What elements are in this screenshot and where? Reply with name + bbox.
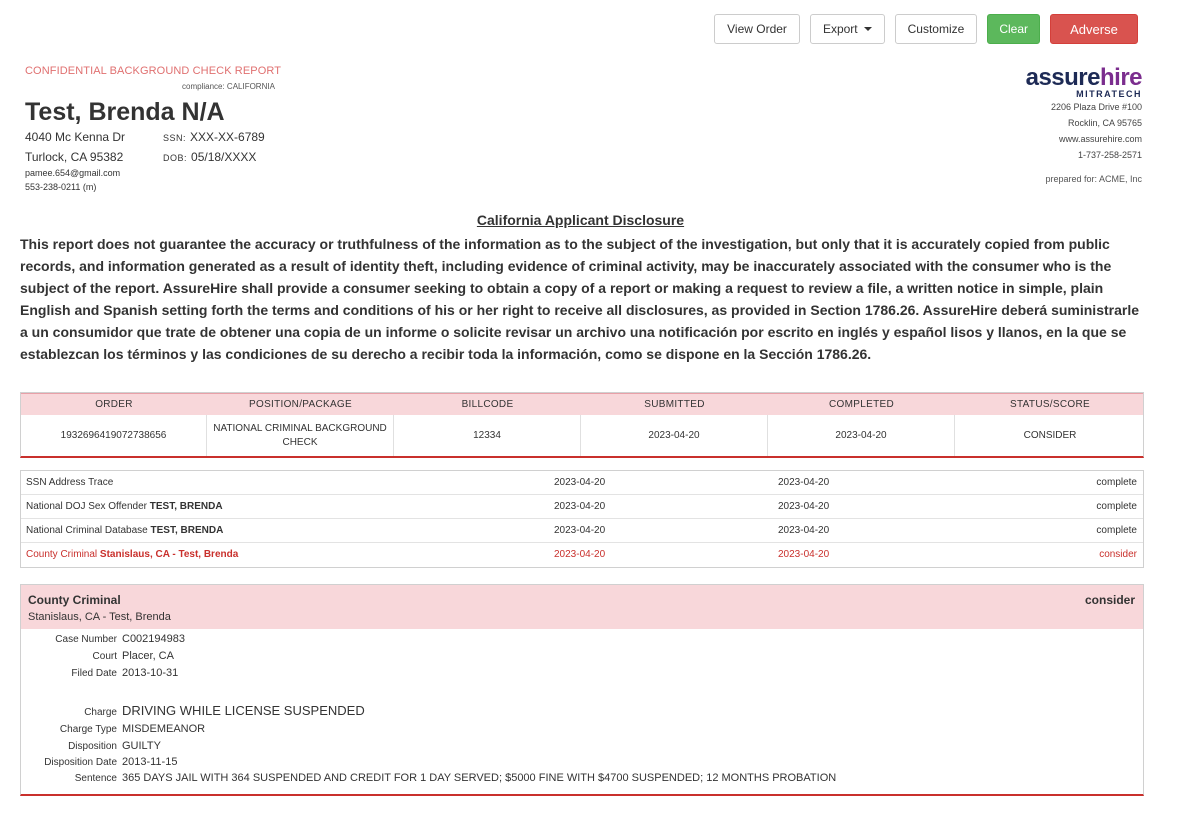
court-label: Court <box>92 651 117 662</box>
logo-part2: hire <box>1099 64 1142 91</box>
search-completed: 2023-04-20 <box>778 525 830 536</box>
address-line2: Turlock, CA 95382 <box>25 150 124 164</box>
caret-down-icon <box>864 27 872 31</box>
list-item[interactable] <box>21 471 1143 495</box>
dob-label: DOB: <box>163 153 188 163</box>
report-title: CONFIDENTIAL BACKGROUND CHECK REPORT <box>25 65 282 77</box>
charge-type-value: MISDEMEANOR <box>122 723 206 735</box>
compliance-label: compliance: CALIFORNIA <box>182 82 275 91</box>
brand-phone: 1-737-258-2571 <box>1077 150 1142 160</box>
detail-status: consider <box>1084 593 1135 607</box>
order-status: CONSIDER <box>1023 429 1077 441</box>
county-criminal-detail <box>20 584 1144 796</box>
ssn-field <box>163 130 265 144</box>
search-type: National DOJ Sex Offender <box>26 501 147 512</box>
toolbar <box>714 14 1138 44</box>
email: pamee.654@gmail.com <box>25 168 121 178</box>
brand-block <box>1026 66 1142 163</box>
sentence-field <box>21 772 836 784</box>
brand-address2: Rocklin, CA 95765 <box>1067 118 1142 128</box>
dob-value: 05/18/XXXX <box>191 150 257 164</box>
col-status: STATUS/SCORE <box>1010 399 1090 410</box>
order-package: NATIONAL CRIMINAL BACKGROUND CHECK <box>207 415 394 456</box>
search-submitted: 2023-04-20 <box>554 501 606 512</box>
prepared-for: prepared for: ACME, Inc <box>1045 174 1142 184</box>
detail-subtitle: Stanislaus, CA - Test, Brenda <box>28 611 171 623</box>
search-completed: 2023-04-20 <box>778 477 830 488</box>
disposition-field <box>21 740 161 752</box>
search-type: National Criminal Database <box>26 525 148 536</box>
export-label: Export <box>822 22 858 36</box>
search-subject: TEST, BRENDA <box>149 501 223 512</box>
filed-date-field <box>21 667 178 679</box>
search-status: complete <box>1096 525 1137 536</box>
col-order: ORDER <box>95 399 133 410</box>
order-table-header <box>21 393 1143 415</box>
view-order-button[interactable]: View Order <box>714 14 800 44</box>
ssn-label: SSN: <box>163 133 187 143</box>
order-completed: 2023-04-20 <box>768 415 955 456</box>
search-type: SSN Address Trace <box>26 477 114 488</box>
disposition-date-label: Disposition Date <box>44 757 117 768</box>
col-billcode: BILLCODE <box>461 399 514 410</box>
filed-date-label: Filed Date <box>71 668 117 679</box>
charge-type-field <box>21 723 205 735</box>
dob-field <box>163 150 256 164</box>
sentence-value: 365 DAYS JAIL WITH 364 SUSPENDED AND CREDIT FOR 1 DAY SERVED; $5000 FINE WITH $4700 SUSPENDED; 12 MONTHS PROBATION <box>122 772 837 784</box>
search-name <box>26 525 223 536</box>
detail-header <box>21 585 1143 629</box>
detail-title: County Criminal <box>28 593 121 607</box>
order-number: 1932696419072738656 <box>21 415 207 456</box>
list-item[interactable] <box>21 519 1143 543</box>
court-field <box>21 650 174 662</box>
search-type: County Criminal <box>26 549 98 560</box>
search-status: complete <box>1096 477 1137 488</box>
brand-address1: 2206 Plaza Drive #100 <box>1050 102 1142 112</box>
filed-date-value: 2013-10-31 <box>122 667 179 679</box>
col-position: POSITION/PACKAGE <box>249 399 352 410</box>
table-row <box>21 415 1143 456</box>
charge-value: DRIVING WHILE LICENSE SUSPENDED <box>122 703 365 718</box>
search-submitted: 2023-04-20 <box>554 477 606 488</box>
address-line1: 4040 Mc Kenna Dr <box>25 130 126 144</box>
clear-button[interactable]: Clear <box>987 14 1040 44</box>
order-billcode: 12334 <box>394 415 581 456</box>
ssn-value: XXX-XX-6789 <box>190 130 265 144</box>
court-value: Placer, CA <box>122 650 174 662</box>
charge-label: Charge <box>84 707 117 718</box>
list-item[interactable] <box>21 543 1143 567</box>
search-subject: Stanislaus, CA - Test, Brenda <box>99 549 239 560</box>
search-name <box>26 549 238 560</box>
disposition-date-value: 2013-11-15 <box>122 756 178 768</box>
export-button[interactable] <box>810 14 885 44</box>
search-submitted: 2023-04-20 <box>554 549 606 560</box>
search-list <box>20 470 1144 568</box>
phone: 553-238-0211 (m) <box>25 182 97 192</box>
disclosure-body: This report does not guarantee the accuracy or truthfulness of the information as to the subject of the investigation, but only that it is accurately copied from public records, and information generated as a result of identity theft, including evidence of criminal activity, may be inaccurately associated with the consumer who is the subject of the report. AssureHire shall provide a consumer seeking to obtain a copy of a report or making a request to review a file, a written notice in simple, plain English and Spanish setting forth the terms and conditions of his or her right to receive all disclosures, as provided in Section 1786.26. AssureHire deberá suministrarle a un consumidor que trate de obtener una copia de un informe o solicite revisar un archivo una notificación por escrito en inglés y español lisos y llanos, en la que se establezcan los términos y las condiciones de su derecho a recibir toda la información, como se dispone en la Sección 1786.26. <box>20 236 1139 362</box>
assurehire-logo <box>1026 66 1142 90</box>
mitratech-label: MITRATECH <box>1076 89 1142 99</box>
subject-name: Test, Brenda N/A <box>25 98 225 126</box>
adverse-button[interactable]: Adverse <box>1050 14 1138 44</box>
case-number-label: Case Number <box>55 634 117 645</box>
search-completed: 2023-04-20 <box>778 549 830 560</box>
search-status: consider <box>1099 549 1137 560</box>
search-name <box>26 501 223 512</box>
search-name <box>26 477 113 488</box>
logo-part1: assure <box>1025 64 1100 91</box>
case-number-field <box>21 633 185 645</box>
charge-type-label: Charge Type <box>59 724 117 735</box>
customize-button[interactable]: Customize <box>895 14 978 44</box>
disposition-value: GUILTY <box>122 740 161 752</box>
col-submitted: SUBMITTED <box>644 399 705 410</box>
col-completed: COMPLETED <box>829 399 894 410</box>
search-completed: 2023-04-20 <box>778 501 830 512</box>
order-submitted: 2023-04-20 <box>581 415 768 456</box>
charge-field <box>21 703 365 718</box>
order-table <box>20 392 1144 458</box>
disposition-label: Disposition <box>68 741 117 752</box>
sentence-label: Sentence <box>74 773 117 784</box>
search-status: complete <box>1096 501 1137 512</box>
case-number-value: C002194983 <box>122 633 186 645</box>
brand-website: www.assurehire.com <box>1058 134 1142 144</box>
disposition-date-field <box>21 756 177 768</box>
search-submitted: 2023-04-20 <box>554 525 606 536</box>
disclosure-title: California Applicant Disclosure <box>476 212 685 228</box>
list-item[interactable] <box>21 495 1143 519</box>
search-subject: TEST, BRENDA <box>150 525 224 536</box>
